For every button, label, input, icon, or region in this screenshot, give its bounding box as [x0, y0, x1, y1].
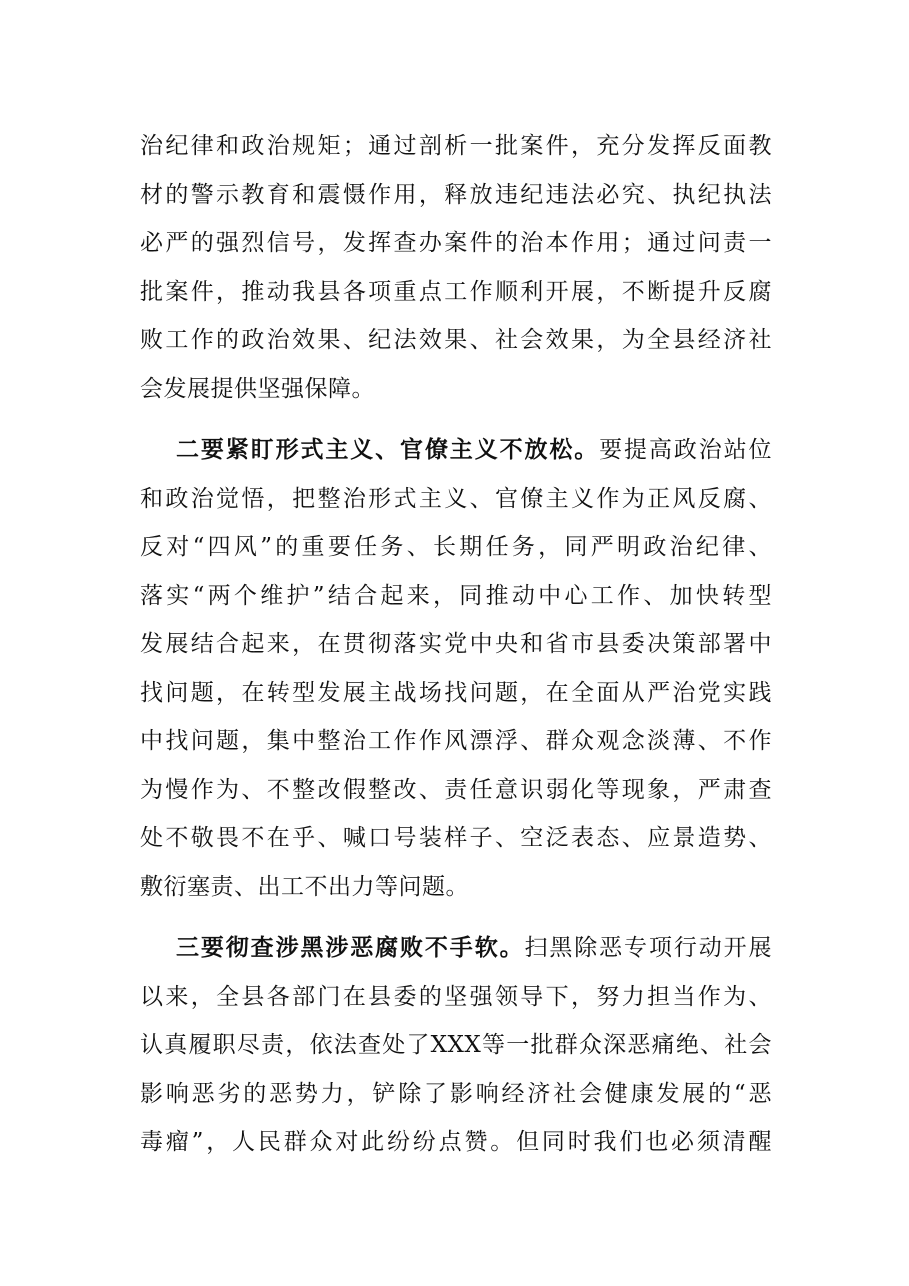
text-line: 敷衍塞责、出工不出力等问题。 [140, 873, 469, 900]
text-run: 要提高政治站位 [599, 437, 773, 463]
text-line: 必严的强烈信号，发挥查办案件的治本作用；通过问责一 [140, 230, 772, 256]
text-line: 认真履职尽责，依法查处了XXX等一批群众深恶痛绝、社会 [140, 1032, 772, 1058]
text-run: 扫黑除恶专项行动开展 [524, 935, 773, 961]
paragraph-heading: 二要紧盯形式主义、官僚主义不放松。 [176, 436, 600, 463]
text-line: 找问题，在转型发展主战场找问题，在全面从严治党实践 [140, 679, 772, 706]
text-line: 治纪律和政治规矩；通过剖析一批案件，充分发挥反面教 [140, 133, 772, 159]
text-line: 发展结合起来，在贯彻落实党中央和省市县委决策部署中 [140, 631, 772, 657]
text-line: 影响恶劣的恶势力，铲除了影响经济社会健康发展的“恶 [140, 1080, 772, 1107]
paragraph-1 [140, 122, 772, 413]
text-line: 会发展提供坚强保障。 [140, 375, 375, 402]
text-line: 和政治觉悟，把整治形式主义、官僚主义作为正风反腐、 [140, 485, 772, 512]
text-line: 反对“四风”的重要任务、长期任务，同严明政治纪律、 [140, 534, 772, 560]
paragraph-first-line [140, 426, 772, 475]
paragraph-2 [140, 426, 772, 911]
text-line: 处不敬畏不在乎、喊口号装样子、空泛表态、应景造势、 [140, 825, 772, 851]
paragraph-first-line [140, 924, 772, 973]
text-line: 以来，全县各部门在县委的坚强领导下，努力担当作为、 [140, 983, 772, 1010]
paragraph-heading: 三要彻查涉黑涉恶腐败不手软。 [176, 934, 525, 961]
text-line: 中找问题，集中整治工作作风漂浮、群众观念淡薄、不作 [140, 728, 772, 754]
text-line: 落实“两个维护”结合起来，同推动中心工作、加快转型 [140, 582, 772, 609]
paragraph-3 [140, 924, 772, 1167]
text-line: 为慢作为、不整改假整改、责任意识弱化等现象，严肃查 [140, 776, 772, 803]
text-line: 批案件，推动我县各项重点工作顺利开展，不断提升反腐 [140, 278, 772, 305]
text-line: 败工作的政治效果、纪法效果、社会效果，为全县经济社 [140, 327, 772, 353]
text-line: 材的警示教育和震慑作用，释放违纪违法必究、执纪执法 [140, 181, 772, 208]
document-body [140, 122, 772, 1167]
text-line: 毒瘤”，人民群众对此纷纷点赞。但同时我们也必须清醒 [140, 1129, 772, 1155]
